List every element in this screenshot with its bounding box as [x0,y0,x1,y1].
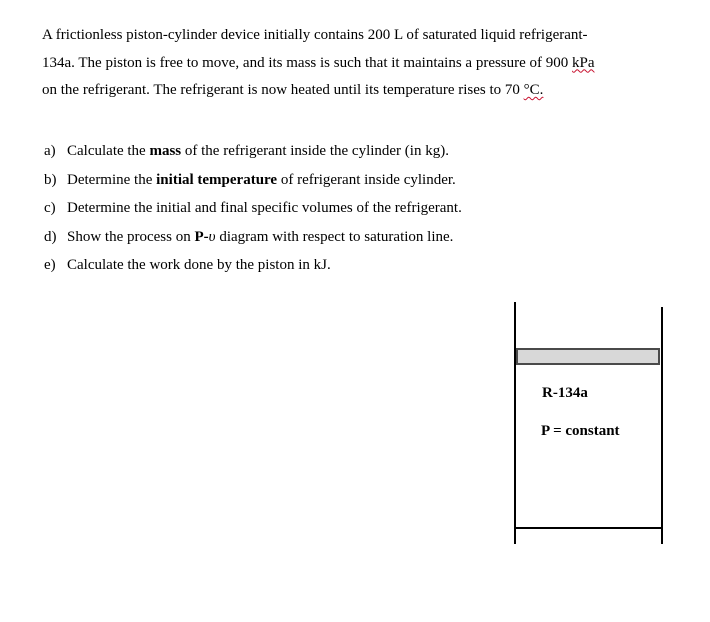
problem-line-3-text: on the refrigerant. The refrigerant is now heated until its temperature rises to 70 [42,82,524,98]
question-text-post: of refrigerant inside cylinder. [277,171,456,188]
pressure-unit: kPa [572,54,595,71]
question-text-bold: P- [194,228,209,245]
question-label: d) [44,228,57,245]
condition-label: P = constant [541,423,620,439]
fluid-label: R-134a [542,385,588,401]
question-text-pre: Calculate the [67,143,150,159]
temperature-unit: °C. [523,82,544,98]
question-c [44,194,462,223]
question-b [44,166,462,195]
cylinder-right-wall [661,307,663,544]
question-text: Calculate the work done by the piston in kJ. [67,257,331,273]
cylinder-left-wall [514,302,516,544]
question-d [44,223,462,252]
problem-line-1: A frictionless piston-cylinder device initially contains 200 L of saturated liquid refrigerant- [42,27,588,43]
problem-statement [42,22,682,105]
question-label: a) [44,143,56,159]
question-text-post: diagram with respect to saturation line. [215,228,454,245]
cylinder-bottom [514,527,663,529]
question-text-bold: initial temperature [156,171,278,188]
problem-line-2-text: 134a. The piston is free to move, and its mass is such that it maintains a pressure of 900 [42,54,573,71]
question-label: c) [44,200,56,216]
question-label: e) [44,257,56,273]
question-text: Determine the initial and final specific volumes of the refrigerant. [67,200,462,216]
problem-line-3 [42,77,682,105]
question-text-pre: Show the process on [67,228,195,245]
question-text-pre: Determine the [67,171,157,188]
question-a [44,137,462,166]
question-e [44,251,462,280]
piston [516,348,660,365]
question-list [44,137,462,280]
question-label: b) [44,171,57,188]
question-text-post: of the refrigerant inside the cylinder (in kg). [181,143,449,159]
problem-line-2 [42,50,682,78]
specific-volume-symbol: υ [208,228,216,245]
question-text-bold: mass [149,143,182,159]
